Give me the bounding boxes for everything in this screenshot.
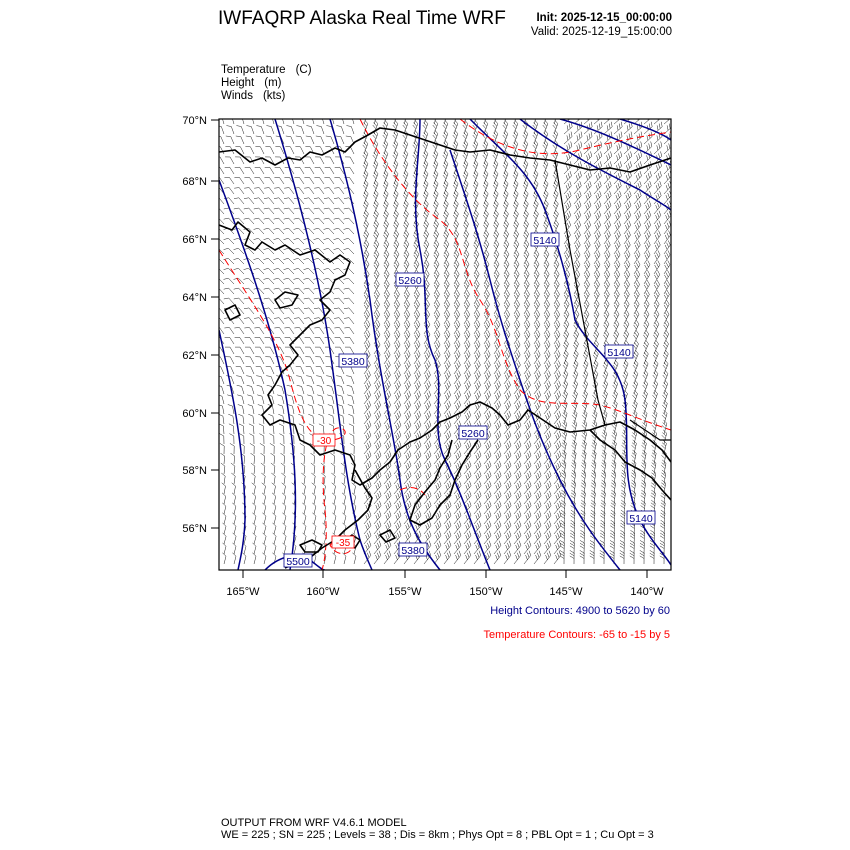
lon-label: 150°W [469, 586, 503, 598]
model-config-line: WE = 225 ; SN = 225 ; Levels = 38 ; Dis = 8km ; Phys Opt = 8 ; PBL Opt = 1 ; Cu Opt = 3 [221, 829, 654, 841]
model-info-line: OUTPUT FROM WRF V4.6.1 MODEL [221, 817, 407, 829]
plot-title: IWFAQRP Alaska Real Time WRF [218, 8, 506, 29]
height-contour [330, 119, 440, 570]
lat-label: 68°N [182, 176, 207, 188]
height-contour-note: Height Contours: 4900 to 5620 by 60 [490, 605, 670, 617]
height-contour-label [396, 273, 424, 287]
coastline [380, 530, 395, 542]
lat-label: 66°N [182, 234, 207, 246]
axis-ticks [211, 120, 647, 578]
height-contour [620, 119, 671, 140]
svg-text:5140: 5140 [629, 513, 653, 525]
borders [555, 160, 671, 440]
field-name: Height [221, 77, 255, 89]
lon-label: 140°W [630, 586, 664, 598]
coastline [219, 222, 671, 485]
svg-text:-35: -35 [335, 538, 351, 549]
svg-text:-30: -30 [316, 436, 332, 447]
field-name: Temperature [221, 64, 286, 76]
temperature-contour-label [332, 536, 354, 549]
lat-label: 58°N [182, 465, 207, 477]
svg-text:5380: 5380 [401, 545, 425, 557]
height-contour-label [399, 543, 427, 557]
coastline [300, 540, 322, 552]
svg-text:5380: 5380 [341, 356, 365, 368]
lat-label: 70°N [182, 115, 207, 127]
height-contours [219, 119, 671, 570]
field-unit: (kts) [262, 90, 286, 102]
svg-text:5140: 5140 [533, 235, 557, 247]
height-contour-label [284, 554, 312, 568]
lon-label: 145°W [549, 586, 583, 598]
temperature-contour [400, 488, 425, 495]
field-name: Winds [221, 90, 253, 102]
lon-label: 155°W [388, 586, 422, 598]
valid-time: Valid: 2025-12-19_15:00:00 [530, 26, 672, 38]
longitude-labels [226, 586, 664, 598]
height-contour-label [531, 233, 559, 247]
map-frame [219, 119, 671, 570]
svg-text:5140: 5140 [607, 347, 631, 359]
svg-text:5260: 5260 [461, 428, 485, 440]
latitude-labels [182, 115, 207, 535]
lon-label: 165°W [226, 586, 260, 598]
height-contour-label [627, 511, 655, 525]
lon-label: 160°W [306, 586, 340, 598]
height-contour-label [459, 426, 487, 440]
svg-text:5500: 5500 [286, 556, 310, 568]
temperature-contour-label [313, 434, 335, 447]
height-contour-label [339, 354, 367, 368]
field-unit: (C) [295, 64, 312, 76]
coastline [275, 292, 298, 308]
svg-text:5260: 5260 [398, 275, 422, 287]
lat-label: 62°N [182, 350, 207, 362]
temperature-contours [219, 119, 671, 570]
init-time: Init: 2025-12-15_00:00:00 [536, 12, 672, 24]
height-contour [470, 119, 671, 565]
lat-label: 60°N [182, 408, 207, 420]
wind-barbs [214, 110, 673, 564]
lat-label: 56°N [182, 523, 207, 535]
height-contour [560, 119, 671, 165]
height-contour [219, 330, 245, 570]
field-unit: (m) [264, 77, 282, 89]
temperature-contour-note: Temperature Contours: -65 to -15 by 5 [483, 629, 670, 641]
height-contour-label [605, 345, 633, 359]
lat-label: 64°N [182, 292, 207, 304]
wind-barb-field [214, 110, 673, 564]
